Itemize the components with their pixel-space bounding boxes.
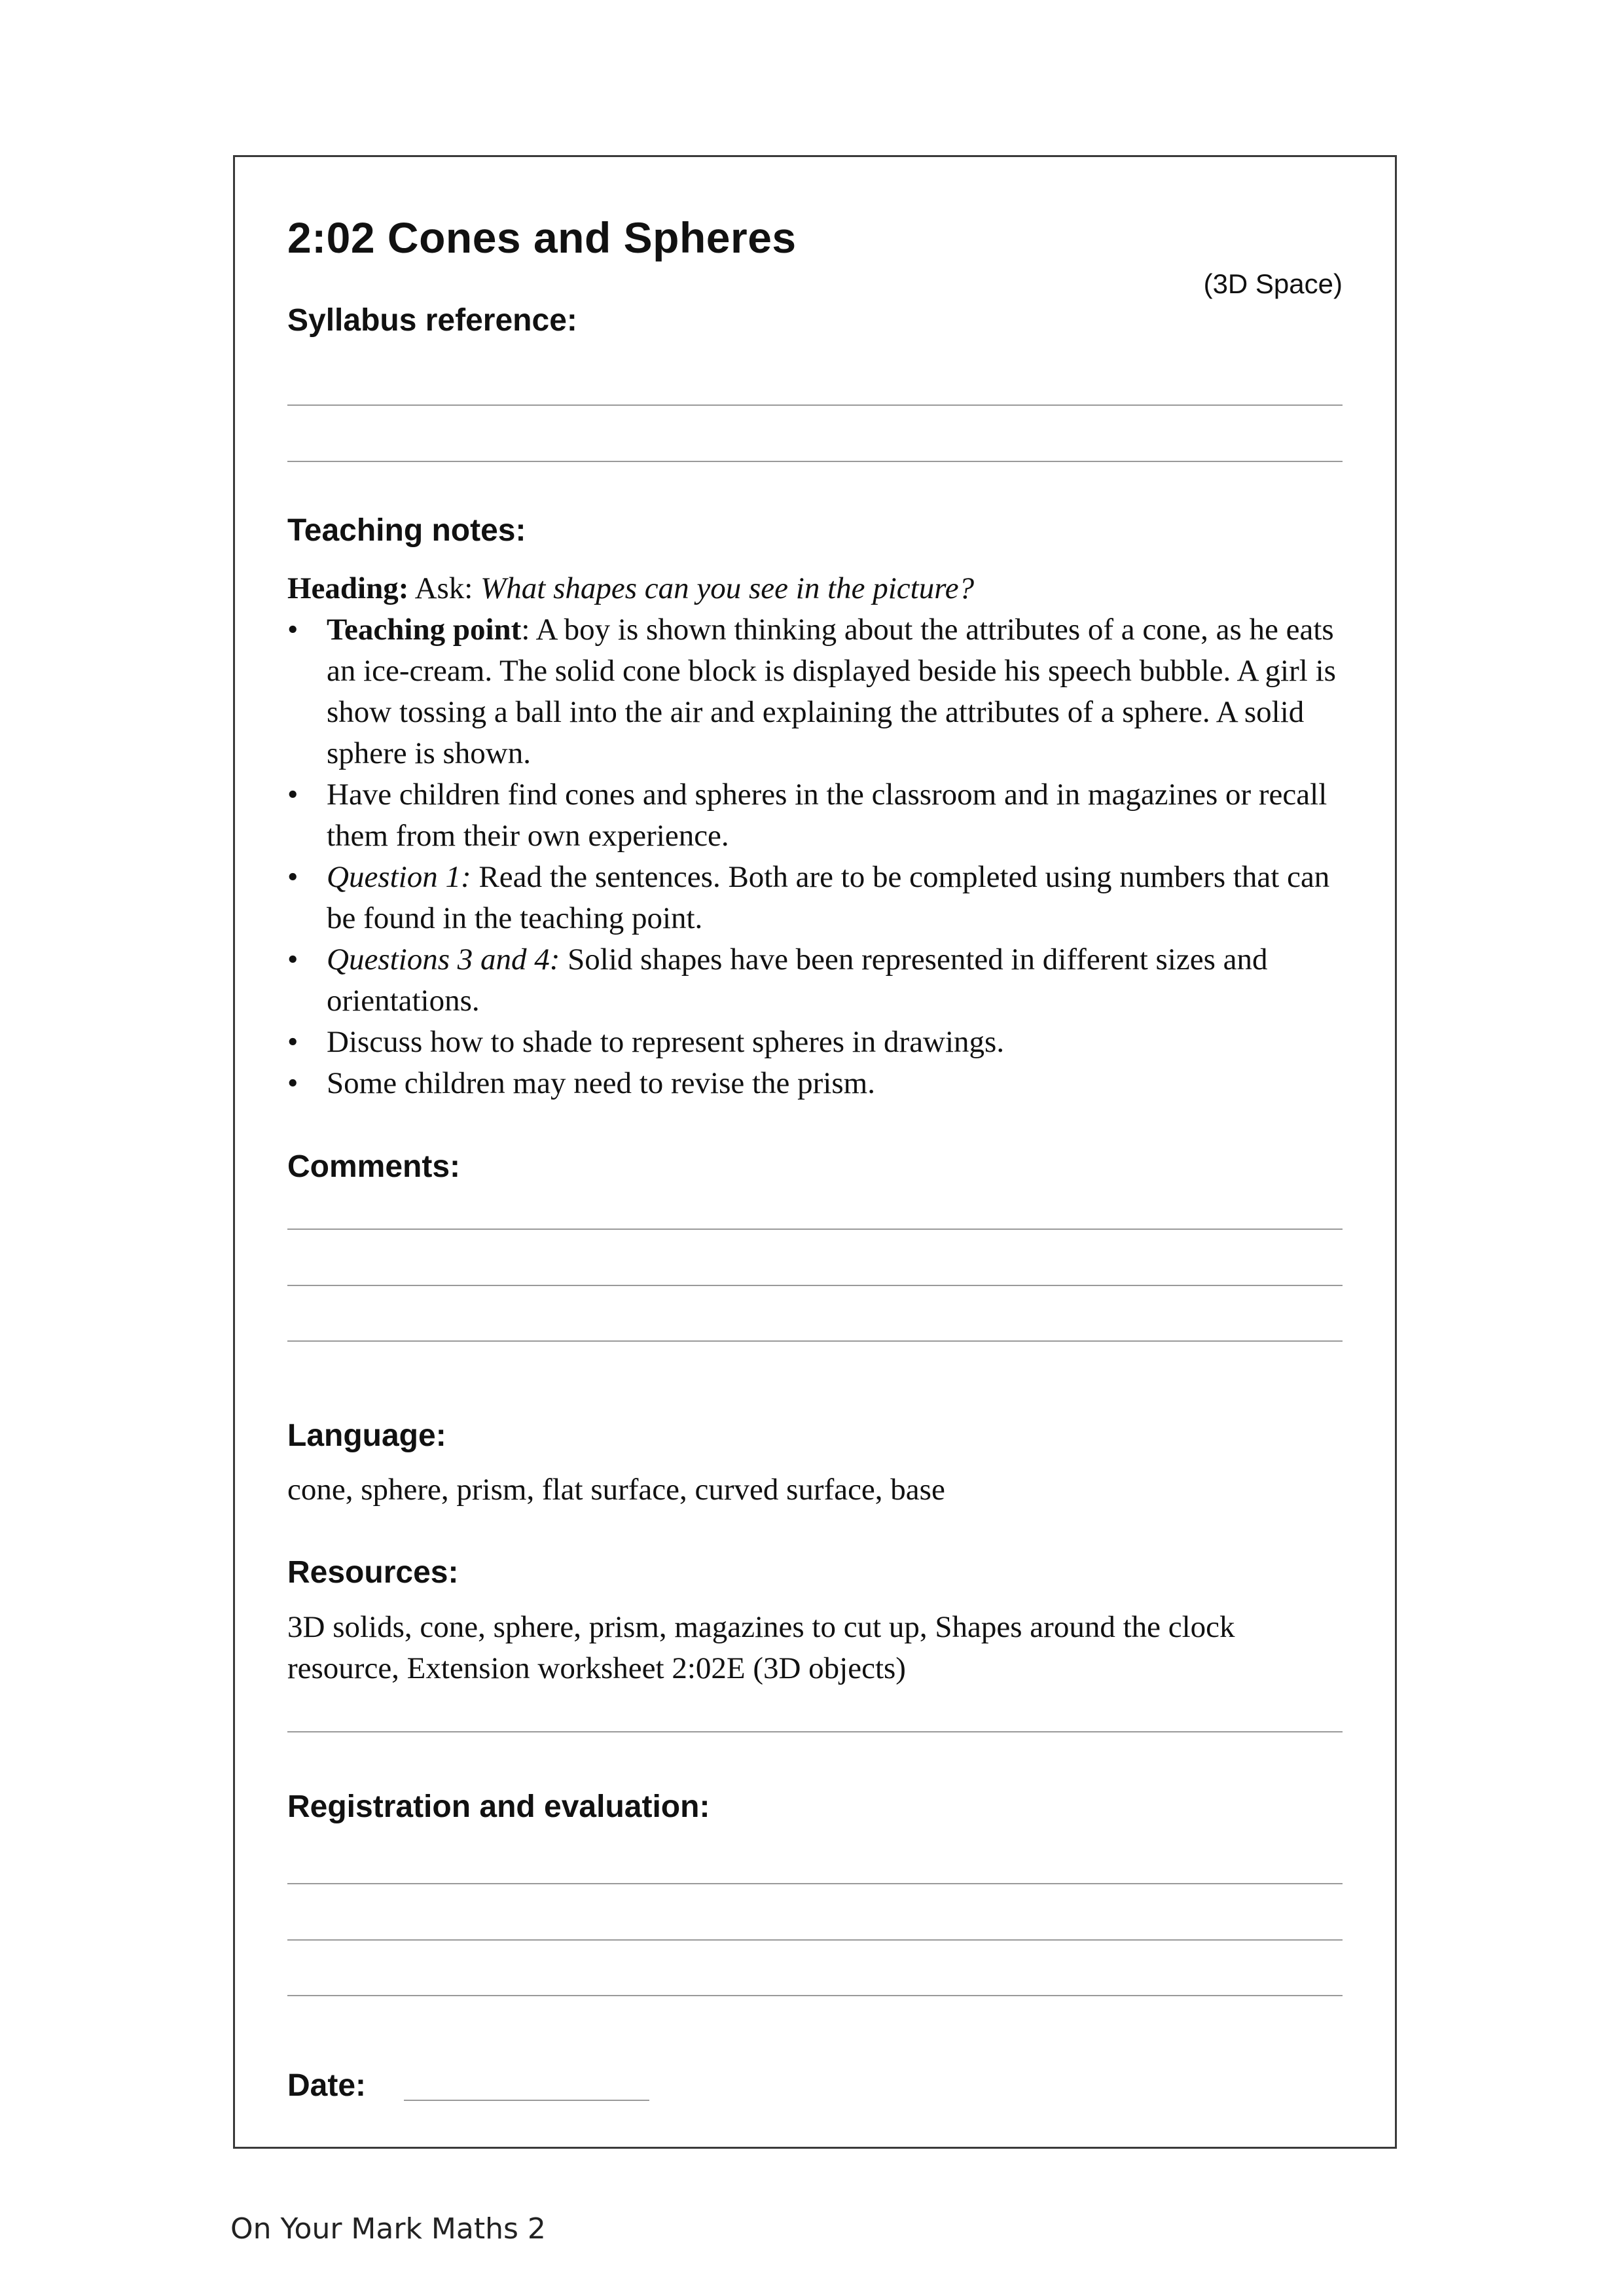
teaching-note-item — [287, 1022, 1343, 1063]
comments-heading: Comments: — [287, 1149, 461, 1184]
resources-heading: Resources: — [287, 1555, 459, 1590]
strand-label: (3D Space) — [1203, 268, 1343, 299]
intro-label: Heading: — [287, 571, 409, 605]
teaching-note-text: Have children find cones and spheres in the classroom and in magazines or recall them from their own experience. — [327, 778, 1327, 853]
comments-line-1 — [287, 1229, 1343, 1230]
syllabus-heading: Syllabus reference: — [287, 303, 577, 338]
syllabus-line-2 — [287, 461, 1343, 462]
bullet-icon: • — [287, 778, 298, 812]
comments-line-2 — [287, 1285, 1343, 1286]
lesson-form-content — [287, 157, 1343, 2147]
registration-line-1 — [287, 1883, 1343, 1884]
bullet-icon: • — [287, 613, 298, 647]
intro-ask: Ask: — [408, 571, 481, 605]
teaching-note-item — [287, 857, 1343, 939]
resources-line — [287, 1731, 1343, 1732]
date-field-line[interactable] — [404, 2100, 649, 2101]
resources-text: 3D solids, cone, sphere, prism, magazines to cut up, Shapes around the clock resource, Extension worksheet 2:02E (3D objects) — [287, 1610, 1235, 1685]
registration-heading: Registration and evaluation: — [287, 1789, 710, 1824]
registration-line-3 — [287, 1995, 1343, 1996]
bullet-icon: • — [287, 1025, 298, 1059]
intro-question: What shapes can you see in the picture? — [480, 571, 975, 605]
teaching-note-text: Discuss how to shade to represent spheres in drawings. — [327, 1025, 1005, 1059]
bullet-icon: • — [287, 860, 298, 894]
teaching-notes-list — [287, 609, 1343, 1104]
language-heading: Language: — [287, 1418, 446, 1453]
teaching-note-lead: Question 1: — [327, 860, 471, 894]
teaching-note-text: Read the sentences. Both are to be completed using numbers that can be found in the teaching point. — [327, 860, 1330, 935]
teaching-note-item — [287, 1063, 1343, 1104]
teaching-note-item — [287, 774, 1343, 857]
bullet-icon: • — [287, 1066, 298, 1100]
teaching-note-lead: Teaching point — [327, 613, 522, 647]
teaching-note-lead: Questions 3 and 4: — [327, 942, 560, 977]
teaching-note-text: : A boy is shown thinking about the attributes of a cone, as he eats an ice-cream. The solid cone block is displayed beside his speech bubble. A girl is show tossing a ball into the air and explaining the attributes of a sphere. A solid sphere is shown. — [327, 613, 1336, 770]
syllabus-line-1 — [287, 404, 1343, 406]
registration-line-2 — [287, 1939, 1343, 1941]
page-title: 2:02 Cones and Spheres — [287, 213, 797, 262]
bullet-icon: • — [287, 942, 298, 977]
teaching-notes-heading: Teaching notes: — [287, 513, 526, 548]
footer-text: On Your Mark Maths 2 — [230, 2212, 546, 2246]
teaching-note-text: Solid shapes have been represented in different sizes and orientations. — [327, 942, 1268, 1018]
teaching-note-item — [287, 939, 1343, 1022]
teaching-note-item — [287, 609, 1343, 774]
date-label: Date: — [287, 2068, 367, 2103]
lesson-form-frame — [233, 155, 1397, 2149]
teaching-note-text: Some children may need to revise the prism. — [327, 1066, 875, 1100]
teaching-notes-intro — [287, 568, 1343, 609]
comments-line-3 — [287, 1340, 1343, 1342]
language-text: cone, sphere, prism, flat surface, curved surface, base — [287, 1473, 945, 1507]
